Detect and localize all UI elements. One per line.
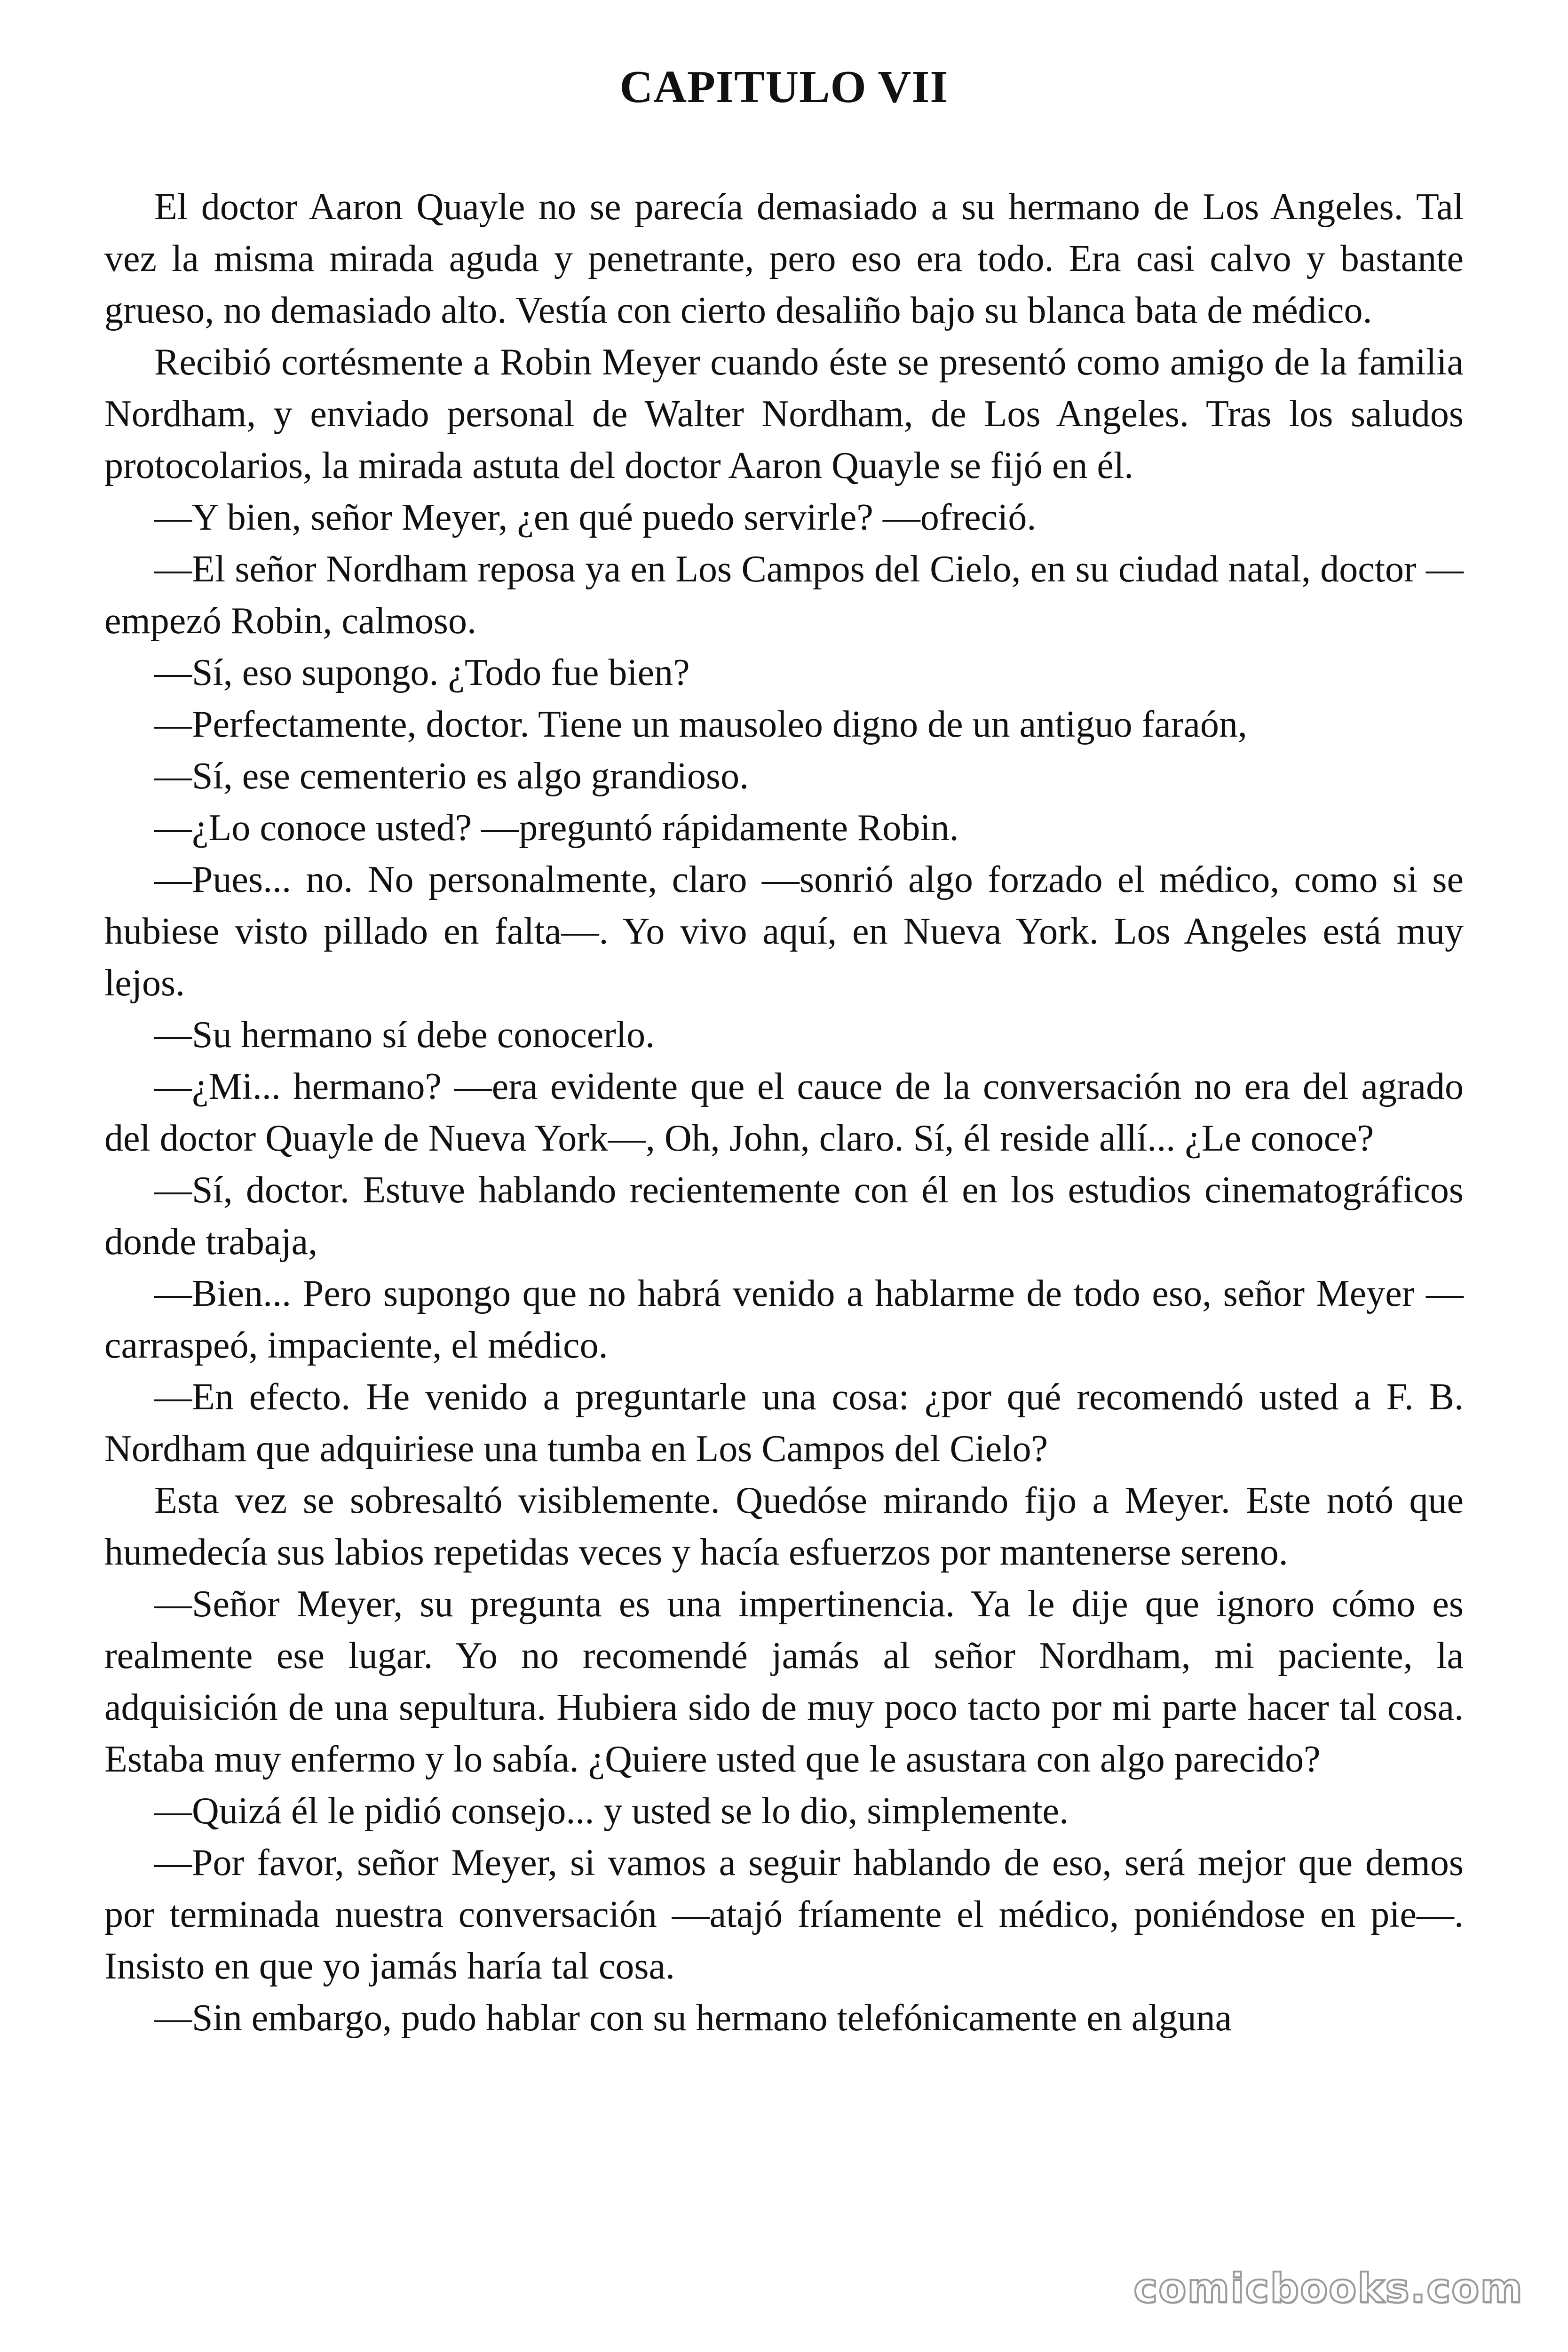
body-text [104, 181, 1464, 2044]
paragraph: El doctor Aaron Quayle no se parecía demasiado a su hermano de Los Angeles. Tal vez la misma mirada aguda y penetrante, pero eso era todo. Era casi calvo y bastante grueso, no demasiado alto. Vestía con cierto desaliño bajo su blanca bata de médico. [104, 186, 1464, 331]
paragraph: —Sí, ese cementerio es algo grandioso. [154, 755, 749, 797]
paragraph: Recibió cortésmente a Robin Meyer cuando éste se presentó como amigo de la familia Nordham, y enviado personal de Walter Nordham, de Los Angeles. Tras los saludos protocolarios, la mirada astuta del doctor Aaron Quayle se fijó en él. [104, 342, 1464, 486]
paragraph: —Su hermano sí debe conocerlo. [154, 1014, 655, 1056]
watermark: comicbooks.com [1133, 2265, 1523, 2312]
paragraph: —¿Lo conoce usted? —preguntó rápidamente Robin. [154, 807, 959, 849]
paragraph: —Quizá él le pidió consejo... y usted se lo dio, simplemente. [154, 1790, 1069, 1832]
chapter-title: CAPITULO VII [619, 62, 949, 112]
paragraph: Esta vez se sobresaltó visiblemente. Quedóse mirando fijo a Meyer. Este notó que humedecía sus labios repetidas veces y hacía esfuerzos por mantenerse sereno. [104, 1480, 1464, 1573]
paragraph: —Sin embargo, pudo hablar con su hermano telefónicamente en alguna [154, 1997, 1232, 2039]
paragraph: —Señor Meyer, su pregunta es una impertinencia. Ya le dije que ignoro cómo es realmente ese lugar. Yo no recomendé jamás al señor Nordham, mi paciente, la adquisición de una sepultura. Hubiera sido de muy poco tacto por mi parte hacer tal cosa. Estaba muy enfermo y lo sabía. ¿Quiere usted que le asustara con algo parecido? [104, 1583, 1464, 1780]
paragraph: —En efecto. He venido a preguntarle una cosa: ¿por qué recomendó usted a F. B. Nordham que adquiriese una tumba en Los Campos del Cielo? [104, 1376, 1464, 1470]
paragraph: —Y bien, señor Meyer, ¿en qué puedo servirle? —ofreció. [154, 497, 1037, 538]
paragraph: —¿Mi... hermano? —era evidente que el cauce de la conversación no era del agrado del doctor Quayle de Nueva York—, Oh, John, claro. Sí, él reside allí... ¿Le conoce? [104, 1066, 1464, 1159]
paragraph: —Por favor, señor Meyer, si vamos a seguir hablando de eso, será mejor que demos por terminada nuestra conversación —atajó fríamente el médico, poniéndose en pie—. Insisto en que yo jamás haría tal cosa. [104, 1842, 1464, 1987]
paragraph: —El señor Nordham reposa ya en Los Campos del Cielo, en su ciudad natal, doctor —empezó Robin, calmoso. [104, 548, 1464, 642]
paragraph: —Sí, doctor. Estuve hablando recientemente con él en los estudios cinematográficos donde trabaja, [104, 1169, 1464, 1263]
paragraph: —Pues... no. No personalmente, claro —sonrió algo forzado el médico, como si se hubiese visto pillado en falta—. Yo vivo aquí, en Nueva York. Los Angeles está muy lejos. [104, 859, 1464, 1004]
paragraph: —Perfectamente, doctor. Tiene un mausoleo digno de un antiguo faraón, [154, 704, 1247, 745]
paragraph: —Sí, eso supongo. ¿Todo fue bien? [154, 652, 690, 693]
paragraph: —Bien... Pero supongo que no habrá venido a hablarme de todo eso, señor Meyer —carraspeó, impaciente, el médico. [104, 1273, 1464, 1366]
